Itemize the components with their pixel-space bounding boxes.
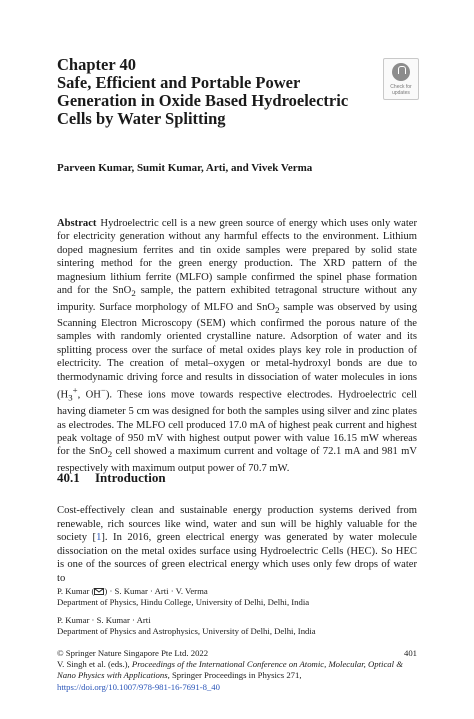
authors-line-2: P. Kumar · S. Kumar · Arti [57,614,151,625]
abstract-text: Hydroelectric cell is a new green source of energy which uses only water for electricity generation without any harmful effects to the environment. Lithium doped magnesium ferrites and tin oxide samples were prepared by solid state sintering method for the green energy production. The XRD pattern of the magnesium lithium ferrite (MLFO) sample confirmed the spinel phase formation and for the SnO [57,218,417,297]
check-for-updates-icon [392,63,410,81]
chapter-title-line-3: Cells by Water Splitting [57,109,226,128]
author-list: Parveen Kumar, Sumit Kumar, Arti, and Vivek Verma [57,162,313,174]
editors: V. Singh et al. (eds.), [57,659,132,670]
subscript: 2 [131,288,136,299]
affiliation-2: Department of Physics and Astrophysics, University of Delhi, Delhi, India [57,626,316,637]
introduction-body [57,504,417,586]
intro-text: ]. In 2016, green electrical energy was generated by water molecule dissociation on the metal oxides surface using Hydroelectric Cells (HEC). So HEC is one of the sources of green electrical energy which uses only few drops of water to [57,532,417,584]
abstract-text: ). These ions move towards respective electrodes. Hydroelectric cell having diameter 5 cm was designed for both the samples using silver and zinc plates as electrodes. The MLFO cell produced 17.0 mA of highest peak current and highest peak voltage of 950 mV with highest output power with value 16.15 mW whereas for the SnO [57,389,417,458]
abstract-text: , OH [77,389,101,401]
series-info: , Springer Proceedings in Physics 271, [167,670,302,681]
citation-block [57,659,417,681]
corresponding-authors-line [57,586,316,597]
subscript: 2 [275,304,280,315]
author-names: ) · S. Kumar · Arti · V. Verma [104,586,208,596]
chapter-title-line-1: Safe, Efficient and Portable Power [57,73,301,92]
citation-link[interactable]: 1 [96,532,102,544]
badge-line-1: Check for [390,84,412,90]
chapter-number: Chapter 40 [57,55,136,74]
copyright-line: © Springer Nature Singapore Pte Ltd. 2022 [57,648,209,658]
check-for-updates-badge[interactable] [383,58,419,100]
section-heading [57,470,166,486]
badge-line-2: updates [392,90,410,96]
envelope-icon[interactable] [94,588,104,595]
publication-info [57,648,417,693]
subscript: 2 [107,449,113,460]
page-number: 401 [403,648,417,658]
section-number: 40.1 [57,470,80,485]
chapter-heading [57,56,387,128]
intro-text: Cost-effectively clean and sustainable energy production systems derived from renewable, rich sources like wind, water and sun will be highly valuable for the society [ [57,505,417,544]
superscript: − [100,385,106,396]
abstract-text: sample, the pattern exhibited tetragonal structure without any impurity. Surface morphology of MLFO and SnO [57,285,418,313]
superscript: + [72,385,78,396]
abstract-text: cell showed a maximum current and voltage of 72.1 mA and 981 mV respectively with maximum output power of 70.7 mW. [57,446,418,474]
author-names: P. Kumar ( [57,586,95,596]
section-title: Introduction [95,470,166,485]
affiliation-1: Department of Physics, Hindu College, University of Delhi, Delhi, India [57,597,310,608]
doi-link[interactable]: https://doi.org/10.1007/978-981-16-7691-8_40 [57,681,220,692]
subscript: 3 [68,392,73,403]
abstract-text: sample was observed by using Scanning Electron Microscopy (SEM) which confirmed the porous nature of the samples with randomly oriented crystalline nature. Adsorption of water and its splitting process over the surface of metal oxides plays key role in production of electricity. The creation of metal–oxygen or metal-hydroxyl bonds are due to thermodynamic driving force and results in dissociation of water molecules in ions (H [57,301,417,401]
book-title: Proceedings of the International Conference on Atomic, Molecular, Optical & Nano Physics with Applications [57,659,403,681]
abstract [57,217,417,475]
chapter-title-line-2: Generation in Oxide Based Hydroelectric [57,91,349,110]
author-affiliations [57,586,316,638]
abstract-label: Abstract [57,218,97,229]
